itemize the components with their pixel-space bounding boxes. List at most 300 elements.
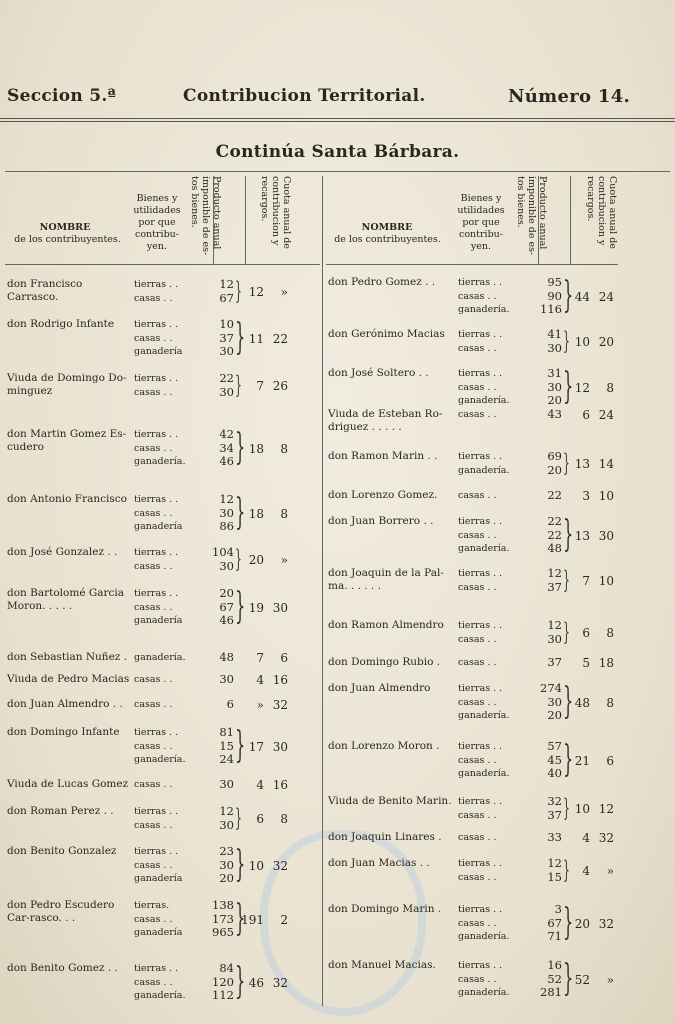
goods-list [134, 546, 204, 573]
product-value: 12 [547, 618, 562, 632]
product-value: 281 [540, 985, 562, 999]
product-values [204, 278, 234, 305]
product-value: 16 [547, 958, 562, 972]
goods-item: tierras . . [134, 963, 179, 974]
cuota-reales: 5 [582, 656, 590, 670]
product-value: 46 [219, 613, 234, 627]
cuota-value [240, 913, 288, 927]
product-values [532, 450, 562, 477]
goods-item: tierras . . [458, 368, 503, 379]
product-value: 71 [547, 929, 562, 943]
header-rule-left [5, 264, 320, 265]
product-values [532, 619, 562, 646]
product-value: 86 [219, 519, 234, 533]
cuota-value [566, 529, 614, 543]
goods-item: ganadería. [134, 754, 186, 765]
brace-icon: } [563, 902, 574, 943]
goods-list [458, 795, 528, 822]
product-values [532, 959, 562, 1000]
cuota-value [566, 864, 614, 878]
goods-item: tierras . . [458, 329, 503, 340]
contributor-name: don Pedro Escudero Car-rasco. . . [7, 899, 115, 924]
contributor-name: don Benito Gomez . . [7, 962, 118, 974]
cuota-value [240, 740, 288, 754]
product-value: 52 [547, 971, 562, 986]
goods-item: tierras . . [458, 960, 503, 971]
cuota-value [240, 651, 288, 665]
goods-list [134, 845, 204, 886]
goods-item: casas . . [134, 292, 173, 304]
goods-item: casas . . [134, 442, 173, 454]
cuota-reales: 10 [248, 858, 264, 873]
contributor-name: don Lorenzo Gomez. [328, 489, 438, 501]
goods-list [458, 515, 528, 556]
goods-item: casas . . [134, 560, 173, 572]
cuota-maravedis: 12 [598, 801, 614, 816]
product-value: 965 [212, 925, 234, 939]
product-value: 37 [547, 655, 562, 669]
goods-item: tierras . . [458, 516, 503, 527]
cuota-reales: 7 [582, 573, 590, 588]
product-value: 84 [219, 961, 234, 975]
brace-icon: } [235, 427, 246, 468]
contributor-name: don Rodrigo Infante [7, 318, 115, 330]
brace-icon: } [235, 317, 246, 358]
goods-list [134, 651, 204, 665]
contributor-name: don Domingo Rubio . [328, 656, 441, 668]
goods-item: casas . . [458, 809, 497, 821]
goods-item: tierras . . [134, 806, 179, 817]
cuota-value [566, 457, 614, 471]
goods-item: casas . . [458, 409, 497, 420]
cuota-maravedis: 32 [272, 858, 288, 873]
goods-item: casas . . [134, 779, 173, 790]
name-col-header-left: NOMBRE [39, 222, 91, 233]
cuota-reales: 6 [582, 625, 590, 640]
product-value: 22 [547, 527, 562, 542]
cuota-reales: 10 [574, 334, 590, 349]
product-values [204, 493, 234, 534]
goods-item: tierras . . [134, 727, 179, 738]
cuota-reales: 12 [248, 284, 264, 299]
product-value: 30 [219, 777, 234, 791]
cuota-col-header-left: Cuota anual de contribucion y recargos. [259, 176, 292, 249]
goods-item: casas . . [458, 633, 497, 645]
goods-item: casas . . [458, 832, 497, 843]
product-value: 30 [547, 379, 562, 394]
goods-item: casas . . [134, 386, 173, 398]
cuota-reales: 48 [574, 695, 590, 710]
goods-item: casas . . [134, 674, 173, 685]
product-values [532, 857, 562, 884]
goods-item: casas . . [458, 696, 497, 708]
product-value: 46 [219, 454, 234, 468]
goods-list [134, 318, 204, 359]
goods-list [458, 450, 528, 477]
goods-item: tierras . . [134, 846, 179, 857]
cuota-maravedis: 32 [272, 698, 288, 712]
cuota-maravedis: 24 [598, 408, 614, 422]
product-value: 57 [547, 739, 562, 753]
goods-item: casas . . [134, 507, 173, 519]
product-value: 41 [547, 327, 562, 341]
goods-item: casas . . [134, 819, 173, 831]
cuota-maravedis: 8 [280, 811, 288, 826]
table-subtitle: Continúa Santa Bárbara. [215, 142, 460, 162]
cuota-reales: 4 [582, 863, 590, 878]
product-value: 20 [219, 586, 234, 600]
goods-list [134, 778, 204, 792]
goods-list [134, 899, 204, 940]
cuota-reales: 52 [574, 972, 590, 987]
cuota-maravedis: 14 [598, 456, 614, 471]
product-value: 32 [547, 794, 562, 808]
brace-icon: } [563, 856, 570, 884]
contributor-name: Viuda de Benito Marin. [328, 795, 452, 807]
goods-list [134, 673, 204, 687]
goods-list [134, 278, 204, 305]
product-value: 112 [212, 988, 234, 1002]
goods-list [134, 698, 204, 712]
product-value: 33 [547, 830, 562, 844]
product-value: 20 [219, 871, 234, 885]
product-value: 95 [547, 275, 562, 289]
contributor-name: don Lorenzo Moron . [328, 740, 440, 752]
contributor-name: Viuda de Esteban Ro-driguez . . . . . [328, 408, 443, 433]
goods-item: ganadería [134, 615, 183, 626]
cuota-maravedis: 32 [272, 975, 288, 990]
product-value: 40 [547, 766, 562, 780]
brace-icon: } [563, 958, 574, 999]
product-values [532, 795, 562, 822]
goods-item: casas . . [134, 332, 173, 344]
goods-item: ganadería. [134, 456, 186, 467]
cuota-value [566, 831, 614, 845]
brace-icon: } [235, 545, 242, 573]
brace-icon: } [563, 794, 570, 822]
product-values [204, 778, 234, 792]
contributor-name: don Gerónimo Macias [328, 328, 445, 340]
goods-list [458, 276, 528, 317]
cuota-value [240, 285, 288, 299]
goods-list [458, 903, 528, 944]
product-value: 30 [547, 340, 562, 355]
goods-list [458, 656, 528, 670]
product-value: 274 [540, 681, 562, 695]
goods-item: ganadería. [458, 464, 510, 476]
product-value: 10 [219, 317, 234, 331]
cuota-col-header-right: Cuota anual de contribucion y recargos. [585, 176, 618, 249]
cuota-reales: 13 [574, 528, 590, 543]
cuota-maravedis: 32 [598, 831, 614, 845]
cuota-reales: 17 [248, 739, 264, 754]
cuota-maravedis: 30 [272, 739, 288, 754]
contributor-name: don Juan Macias . . [328, 857, 430, 869]
cuota-maravedis: 16 [272, 778, 288, 792]
cuota-value [566, 574, 614, 588]
goods-item: casas . . [458, 917, 497, 929]
product-values [204, 546, 234, 573]
product-value: 12 [547, 856, 562, 870]
cuota-reales: 6 [582, 408, 590, 422]
product-values [204, 372, 234, 399]
center-divider [322, 176, 323, 1006]
product-value: 12 [219, 804, 234, 818]
product-value: 90 [547, 288, 562, 303]
cuota-value [240, 507, 288, 521]
product-value: 30 [219, 672, 234, 686]
contributor-name: don Francisco Carrasco. [7, 278, 83, 303]
goods-item: casas . . [458, 754, 497, 766]
product-values [204, 318, 234, 359]
goods-item: ganadería [134, 927, 183, 938]
product-value: 12 [547, 566, 562, 580]
cuota-maravedis: 26 [272, 378, 288, 393]
goods-list [134, 726, 204, 767]
contributor-name: don Pedro Gomez . . [328, 276, 436, 288]
goods-list [458, 857, 528, 884]
cuota-value [240, 859, 288, 873]
goods-item: tierras . . [134, 588, 179, 599]
cuota-maravedis: 18 [598, 656, 614, 670]
cuota-value [240, 442, 288, 456]
cuota-value [240, 812, 288, 826]
goods-item: tierras . . [458, 683, 503, 694]
goods-item: casas . . [458, 581, 497, 593]
goods-item: ganadería. [134, 990, 186, 1001]
page-title: Contribucion Territorial. [183, 86, 426, 106]
product-values [532, 489, 562, 503]
product-values [532, 515, 562, 556]
cuota-value [240, 673, 288, 687]
brace-icon: } [563, 327, 570, 355]
goods-item: casas . . [458, 973, 497, 985]
brace-icon: } [563, 681, 574, 722]
col-divider-right-1 [538, 176, 539, 264]
product-value: 173 [212, 911, 234, 926]
product-value: 30 [219, 817, 234, 832]
goods-item: ganadería. [458, 931, 510, 942]
product-value: 12 [219, 492, 234, 506]
product-value: 30 [219, 384, 234, 399]
product-value: 30 [547, 694, 562, 709]
cuota-value [566, 917, 614, 931]
cuota-reales: 3 [582, 489, 590, 503]
cuota-reales: 18 [248, 441, 264, 456]
cuota-maravedis: 16 [272, 673, 288, 687]
cuota-reales: 6 [256, 811, 264, 826]
goods-item: tierras . . [458, 451, 503, 462]
product-values [204, 698, 234, 712]
product-value: 48 [219, 650, 234, 664]
cuota-value [240, 698, 288, 712]
goods-item: casas . . [134, 976, 173, 988]
cuota-maravedis: 20 [598, 334, 614, 349]
product-value: 42 [219, 427, 234, 441]
product-value: 23 [219, 844, 234, 858]
goods-item: tierras . . [134, 373, 179, 384]
product-values [532, 328, 562, 355]
product-value: 15 [547, 869, 562, 884]
goods-item: tierras . . [458, 277, 503, 288]
cuota-maravedis: 8 [280, 441, 288, 456]
contributor-name: don Antonio Francisco [7, 493, 127, 505]
goods-item: tierras . . [134, 429, 179, 440]
brace-icon: } [563, 366, 574, 407]
contributor-name: don Ramon Marin . . [328, 450, 438, 462]
cuota-reales: » [256, 698, 264, 712]
contributor-name: don José Soltero . . [328, 367, 429, 379]
product-value: 20 [547, 393, 562, 407]
goods-item: ganadería. [458, 395, 510, 406]
product-value: 31 [547, 366, 562, 380]
goods-item: ganadería. [458, 304, 510, 315]
product-values [204, 587, 234, 628]
contributor-name: Viuda de Domingo Do-minguez [7, 372, 127, 397]
goods-item: ganadería [134, 521, 183, 532]
product-value: 104 [212, 545, 234, 559]
product-values [204, 428, 234, 469]
product-values [204, 805, 234, 832]
product-value: 34 [219, 440, 234, 455]
brace-icon: } [563, 566, 570, 594]
product-value: 22 [219, 371, 234, 385]
name-col-sub-left: de los contribuyentes. [14, 234, 121, 245]
goods-list [134, 493, 204, 534]
product-values [532, 567, 562, 594]
goods-item: casas . . [134, 601, 173, 613]
goods-list [458, 831, 528, 845]
brace-icon: } [235, 961, 246, 1002]
brace-icon: } [235, 586, 246, 627]
cuota-maravedis: » [280, 552, 288, 567]
brace-icon: } [563, 449, 570, 477]
contributor-name: don Domingo Marin . [328, 903, 442, 915]
cuota-value [566, 335, 614, 349]
cuota-reales: 20 [574, 916, 590, 931]
cuota-maravedis: 8 [280, 506, 288, 521]
goods-item: casas . . [134, 740, 173, 752]
cuota-value [566, 802, 614, 816]
goods-item: casas . . [458, 871, 497, 883]
producto-col-header-right: Producto anual imponible de es-tos bienes. [515, 176, 548, 256]
cuota-maravedis: 6 [606, 753, 614, 768]
cuota-value [566, 656, 614, 670]
cuota-reales: 191 [241, 912, 264, 927]
product-value: 30 [219, 344, 234, 358]
goods-list [458, 740, 528, 781]
goods-item: tierras . . [134, 279, 179, 290]
goods-item: tierras . . [134, 319, 179, 330]
cuota-maravedis: 6 [280, 651, 288, 665]
product-value: 30 [219, 857, 234, 872]
goods-item: tierras . . [458, 858, 503, 869]
product-value: 37 [219, 330, 234, 345]
goods-list [458, 408, 528, 422]
producto-col-header-left: Producto anual imponible de es-tos bienes. [189, 176, 222, 256]
brace-icon: } [235, 804, 242, 832]
goods-item: casas . . [458, 529, 497, 541]
contributor-name: don Juan Almendro [328, 682, 431, 694]
product-values [532, 740, 562, 781]
goods-item: tierras . . [458, 620, 503, 631]
product-value: 20 [547, 462, 562, 477]
cuota-value [566, 290, 614, 304]
contributor-name: don Benito Gonzalez [7, 845, 117, 857]
product-values [204, 899, 234, 940]
contributor-name: don Juan Borrero . . [328, 515, 434, 527]
goods-list [458, 567, 528, 594]
contributor-name: don José Gonzalez . . [7, 546, 118, 558]
goods-item: tierras . . [458, 796, 503, 807]
goods-item: casas . . [458, 490, 497, 501]
cuota-reales: 4 [256, 673, 264, 687]
brace-icon: } [563, 275, 574, 316]
product-values [204, 651, 234, 665]
goods-list [458, 489, 528, 503]
brace-icon: } [235, 371, 242, 399]
product-value: 81 [219, 725, 234, 739]
cuota-maravedis: » [606, 972, 614, 987]
goods-item: casas . . [458, 657, 497, 668]
contributor-name: Viuda de Lucas Gomez [7, 778, 129, 790]
contributor-name: don Sebastian Nuñez . [7, 651, 127, 663]
product-value: 43 [547, 407, 562, 421]
cuota-maravedis: 2 [280, 912, 288, 927]
cuota-reales: 12 [574, 380, 590, 395]
product-value: 22 [547, 514, 562, 528]
product-values [532, 656, 562, 670]
product-value: 12 [219, 277, 234, 291]
brace-icon: } [235, 277, 242, 305]
goods-item: ganadería. [458, 768, 510, 779]
contributor-name: don Roman Perez . . [7, 805, 114, 817]
product-value: 48 [547, 541, 562, 555]
product-values [204, 845, 234, 886]
goods-item: casas . . [458, 290, 497, 302]
product-values [532, 831, 562, 845]
contributor-name: Viuda de Pedro Macias [7, 673, 130, 685]
cuota-reales: 46 [248, 975, 264, 990]
cuota-maravedis: 30 [272, 600, 288, 615]
contributor-name: don Ramon Almendro [328, 619, 444, 631]
product-value: 45 [547, 752, 562, 767]
product-values [532, 367, 562, 408]
bienes-col-header-left: Bienes y utilidades por que contribu-yen. [133, 193, 181, 252]
cuota-maravedis: 10 [598, 489, 614, 503]
product-value: 30 [219, 505, 234, 520]
product-value: 138 [212, 898, 234, 912]
product-values [204, 962, 234, 1003]
product-value: 3 [554, 902, 562, 916]
product-value: 30 [219, 558, 234, 573]
goods-list [134, 372, 204, 399]
header-rule-bottom [0, 121, 675, 122]
product-value: 6 [226, 697, 234, 711]
cuota-value [240, 553, 288, 567]
goods-item: ganadería. [458, 543, 510, 554]
brace-icon: } [235, 898, 246, 939]
cuota-value [240, 601, 288, 615]
bienes-col-header-right: Bienes y utilidades por que contribu-yen. [457, 193, 505, 252]
cuota-maravedis: » [280, 284, 288, 299]
cuota-maravedis: 8 [606, 695, 614, 710]
contributor-name: don Joaquin Linares . [328, 831, 442, 843]
product-value: 37 [547, 579, 562, 594]
goods-list [134, 962, 204, 1003]
goods-list [134, 805, 204, 832]
brace-icon: } [235, 492, 246, 533]
